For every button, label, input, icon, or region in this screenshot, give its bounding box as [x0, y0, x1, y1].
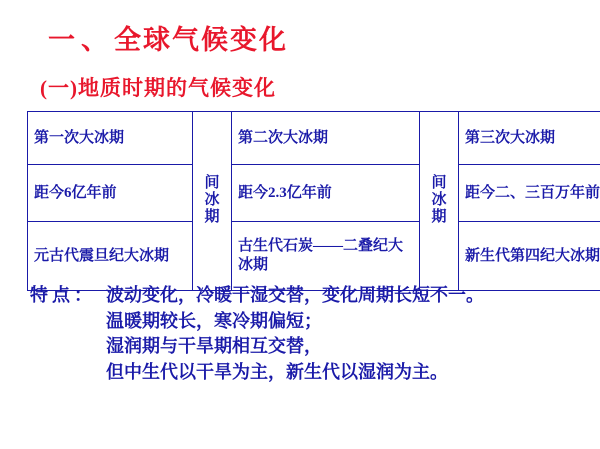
section-subtitle: (一)地质时期的气候变化	[40, 76, 276, 100]
features-line: 湿润期与干旱期相互交替，	[106, 336, 322, 357]
interglacial-2-label: 间冰期	[431, 174, 447, 226]
interglacial-1-label: 间冰期	[204, 174, 220, 226]
features-line: 但中生代以干旱为主，新生代以湿润为主。	[106, 361, 448, 382]
cell-third-ice-age-name: 第三次大冰期	[459, 112, 600, 165]
features-label: 特点：	[30, 285, 96, 305]
table-row	[28, 222, 600, 291]
page-title-text: 全球气候变化	[114, 25, 288, 55]
cell-first-ice-age-era: 元古代震旦纪大冰期	[28, 222, 193, 291]
features-block	[30, 283, 590, 385]
cell-interglacial-2	[420, 112, 459, 291]
features-line: 波动变化，冷暖干湿交替，变化周期长短不一。	[106, 285, 484, 305]
cell-first-ice-age-name: 第一次大冰期	[28, 112, 193, 165]
cell-interglacial-1	[193, 112, 232, 291]
page-title	[48, 18, 288, 57]
cell-third-ice-age-era: 新生代第四纪大冰期	[459, 222, 600, 291]
table-row	[28, 112, 600, 165]
features-line: 温暖期较长，寒冷期偏短；	[106, 310, 322, 331]
cell-second-ice-age-era: 古生代石炭——二叠纪大冰期	[232, 222, 420, 291]
cell-second-ice-age-time: 距今2.3亿年前	[232, 165, 420, 222]
cell-second-ice-age-name: 第二次大冰期	[232, 112, 420, 165]
table-row	[28, 165, 600, 222]
page-title-number: 一、	[48, 25, 114, 55]
features-text	[106, 283, 590, 385]
ice-age-table	[27, 111, 600, 291]
cell-third-ice-age-time: 距今二、三百万年前	[459, 165, 600, 222]
cell-first-ice-age-time: 距今6亿年前	[28, 165, 193, 222]
